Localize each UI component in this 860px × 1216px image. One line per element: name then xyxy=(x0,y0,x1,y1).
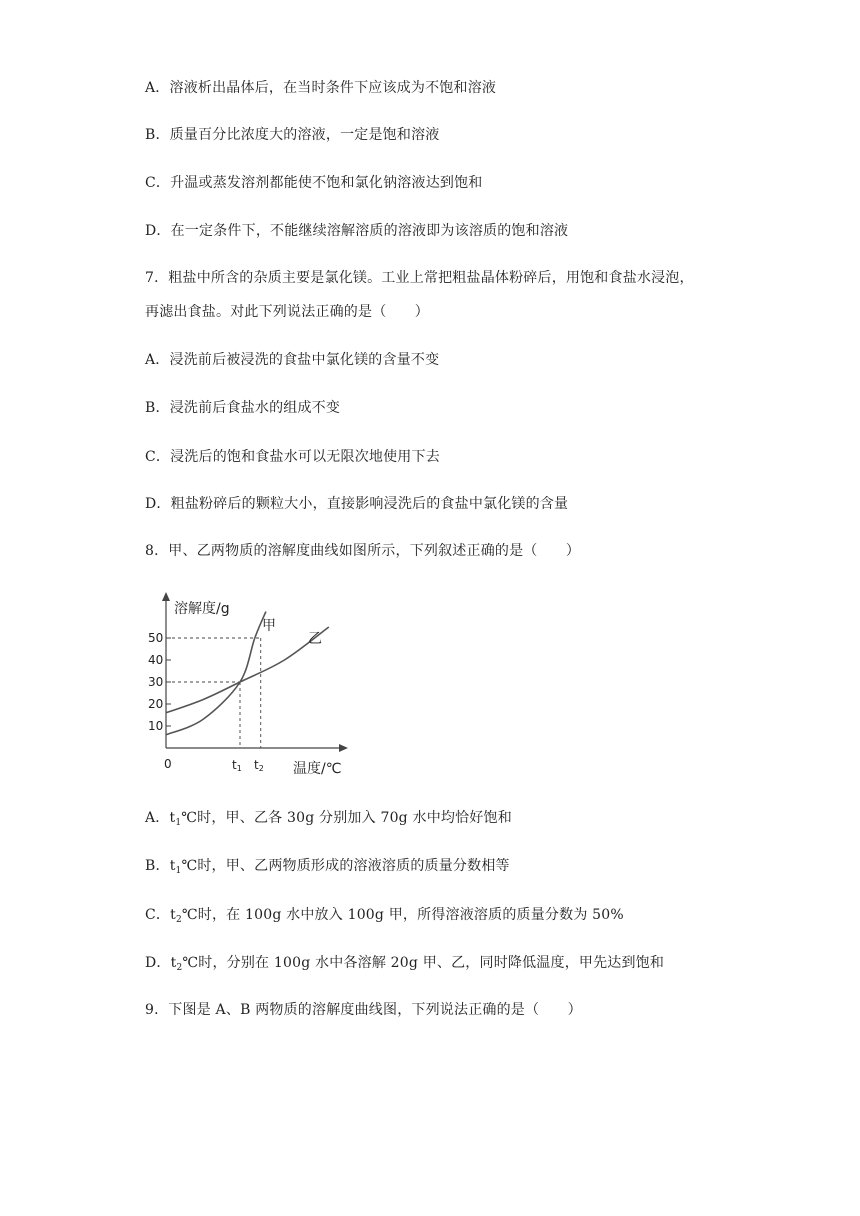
y-tick-label: 50 xyxy=(148,631,164,645)
series-yi-line xyxy=(166,627,329,713)
q7-option-a: A．浸洗前后被浸洗的食盐中氯化镁的含量不变 xyxy=(145,352,440,368)
series-yi-label: 乙 xyxy=(308,631,322,647)
q6-option-a: A．溶液析出晶体后，在当时条件下应该成为不饱和溶液 xyxy=(145,80,497,96)
q7-option-b: B．浸洗前后食盐水的组成不变 xyxy=(145,400,341,416)
series-jia-line xyxy=(166,612,266,735)
q7-stem-line2: 再滤出食盐。对此下列说法正确的是（ ） xyxy=(145,304,429,320)
q7-option-c: C．浸洗后的饱和食盐水可以无限次地使用下去 xyxy=(145,449,440,465)
q8-stem: 8．甲、乙两物质的溶解度曲线如图所示，下列叙述正确的是（ ） xyxy=(145,543,581,559)
y-tick-label: 30 xyxy=(148,675,164,689)
q8-option-c: C．$t_2℃$时，在 100g 水中放入 100g 甲，所得溶液溶质的质量分数为 50% xyxy=(145,907,624,925)
solubility-curve-chart xyxy=(140,588,360,778)
q8-option-a: A．$t_1℃$时，甲、乙各 30g 分别加入 70g 水中均恰好饱和 xyxy=(145,810,512,828)
q7-option-d: D．粗盐粉碎后的颗粒大小，直接影响浸洗后的食盐中氯化镁的含量 xyxy=(145,496,569,512)
series-jia-label: 甲 xyxy=(262,618,276,634)
y-tick-label: 40 xyxy=(148,653,164,667)
q9-stem: 9．下图是 A、B 两物质的溶解度曲线图，下列说法正确的是（ ） xyxy=(145,1002,582,1018)
x-axis-label: 温度/℃ xyxy=(293,761,342,777)
q6-option-c: C．升温或蒸发溶剂都能使不饱和氯化钠溶液达到饱和 xyxy=(145,175,483,191)
y-tick-label: 10 xyxy=(148,719,164,733)
x-tick-t2: t2 xyxy=(254,758,264,773)
x-tick-t1: t1 xyxy=(232,758,242,773)
q8-option-d: D．$t_2℃$时，分别在 100g 水中各溶解 20g 甲、乙，同时降低温度，甲先达到饱和 xyxy=(145,955,665,973)
y-tick-label: 20 xyxy=(148,697,164,711)
q7-stem-line1: 7．粗盐中所含的杂质主要是氯化镁。工业上常把粗盐晶体粉碎后，用饱和食盐水浸泡， xyxy=(145,270,694,286)
q6-option-b: B．质量百分比浓度大的溶液，一定是饱和溶液 xyxy=(145,127,440,143)
y-axis-label: 溶解度/g xyxy=(174,601,230,617)
origin-label: 0 xyxy=(164,757,172,771)
q8-option-b: B．$t_1℃$时，甲、乙两物质形成的溶液溶质的质量分数相等 xyxy=(145,858,510,876)
x-axis-arrow xyxy=(339,744,348,752)
y-axis-arrow xyxy=(162,592,170,601)
q6-option-d: D．在一定条件下，不能继续溶解溶质的溶液即为该溶质的饱和溶液 xyxy=(145,223,569,239)
